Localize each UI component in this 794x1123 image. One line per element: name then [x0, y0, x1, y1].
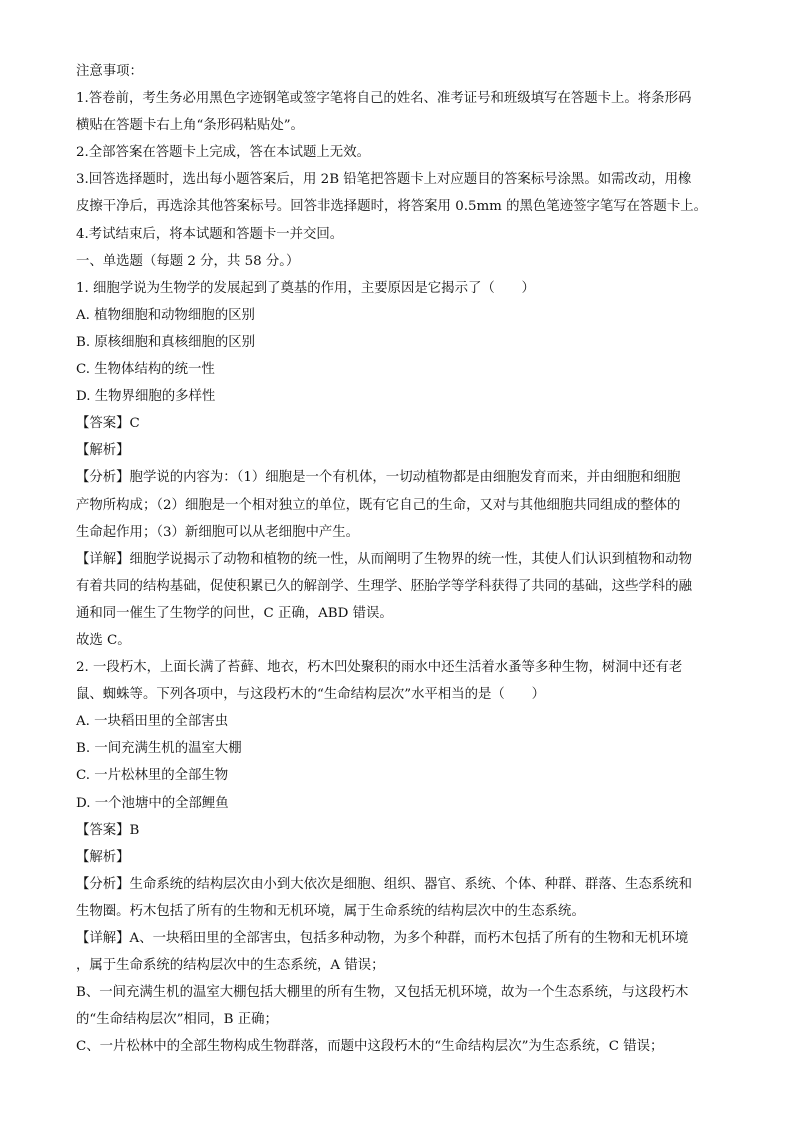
q2-stem-line: 鼠、蜘蛛等。下列各项中，与这段朽木的“生命结构层次”水平相当的是（ ） — [76, 687, 545, 703]
q2-detail-line: 【详解】A、一块稻田里的全部害虫，包括多种动物，为多个种群，而朽木包括了所有的生物和无机环境 — [76, 931, 689, 946]
q1-stem: 1. 细胞学说为生物学的发展起到了奠基的作用，主要原因是它揭示了（ ） — [76, 280, 535, 296]
q1-detail-line: 【详解】细胞学说揭示了动物和植物的统一性，从而阐明了生物界的统一性，其使人们认识到植物和动物 — [76, 551, 692, 567]
notes-title: 注意事项： — [76, 64, 143, 79]
q1-analysis-line: 【分析】胞学说的内容为：（1）细胞是一个有机体，一切动植物都是由细胞发育而来，并由细胞和细胞 — [76, 470, 681, 486]
q2-option-c: C. 一片松林里的全部生物 — [76, 768, 229, 784]
q2-detail-line: C、一片松林中的全部生物构成生物群落，而题中这段朽木的“生命结构层次”为生态系统，C 错误； — [76, 1039, 664, 1055]
q2-option-d: D. 一个池塘中的全部鲤鱼 — [76, 795, 229, 811]
q1-conclusion: 故选 C。 — [76, 632, 131, 648]
q2-stem-line: 2. 一段朽木，上面长满了苔藓、地衣，朽木凹处聚积的雨水中还生活着水蚤等多种生物，树洞中还有老 — [76, 660, 683, 676]
q1-detail-line: 通和同一催生了生物学的问世，C 正确，ABD 错误。 — [76, 605, 393, 621]
note-line: 皮擦干净后，再选涂其他答案标号。回答非选择题时，将答案用 0.5mm 的黑色笔迹签字笔写在答题卡上。 — [76, 199, 707, 215]
q1-detail-line: 有着共同的结构基础，促使积累已久的解剖学、生理学、胚胎学等学科获得了共同的基础，这些学科的融 — [76, 578, 692, 594]
q1-option-c: C. 生物体结构的统一性 — [76, 362, 215, 378]
q2-answer: 【答案】B — [76, 822, 140, 838]
q2-detail-line: B、一间充满生机的温室大棚包括大棚里的所有生物，又包括无机环境，故为一个生态系统，与这段朽木 — [76, 985, 689, 1001]
section-title: 一、单选题（每题 2 分，共 58 分。） — [76, 253, 300, 269]
q2-analysis-line: 【分析】生命系统的结构层次由小到大依次是细胞、组织、器官、系统、个体、种群、群落、生态系统和 — [76, 876, 692, 892]
q2-option-a: A. 一块稻田里的全部害虫 — [76, 714, 229, 730]
q1-option-a: A. 植物细胞和动物细胞的区别 — [76, 307, 255, 323]
q2-analysis-line: 生物圈。朽木包括了所有的生物和无机环境，属于生命系统的结构层次中的生态系统。 — [76, 903, 585, 919]
note-line: 1.答卷前，考生务必用黑色字迹钢笔或签字笔将自己的姓名、准考证号和班级填写在答题卡上。将条形码 — [76, 91, 692, 107]
q1-option-b: B. 原核细胞和真核细胞的区别 — [76, 334, 256, 350]
q1-jiexi-label: 【解析】 — [76, 443, 130, 459]
q1-answer: 【答案】C — [76, 416, 140, 432]
note-line: 横贴在答题卡右上角“条形码粘贴处”。 — [76, 118, 304, 134]
note-line: 2.全部答案在答题卡上完成，答在本试题上无效。 — [76, 145, 370, 161]
q2-jiexi-label: 【解析】 — [76, 849, 130, 865]
q1-analysis-line: 生命起作用；（3）新细胞可以从老细胞中产生。 — [76, 524, 360, 540]
exam-page — [76, 58, 724, 1060]
q2-option-b: B. 一间充满生机的温室大棚 — [76, 741, 242, 757]
note-line: 4.考试结束后，将本试题和答题卡一并交回。 — [76, 226, 344, 242]
q1-analysis-line: 产物所构成；（2）细胞是一个相对独立的单位，既有它自己的生命，又对与其他细胞共同组成的整体的 — [76, 497, 681, 513]
q1-option-d: D. 生物界细胞的多样性 — [76, 389, 216, 405]
q2-detail-line: 的“生命结构层次”相同，B 正确； — [76, 1012, 278, 1028]
note-line: 3.回答选择题时，选出每小题答案后，用 2B 铅笔把答题卡上对应题目的答案标号涂黑。如需改动，用橡 — [76, 172, 692, 188]
q2-detail-line: ，属于生命系统的结构层次中的生态系统，A 错误； — [76, 958, 385, 974]
